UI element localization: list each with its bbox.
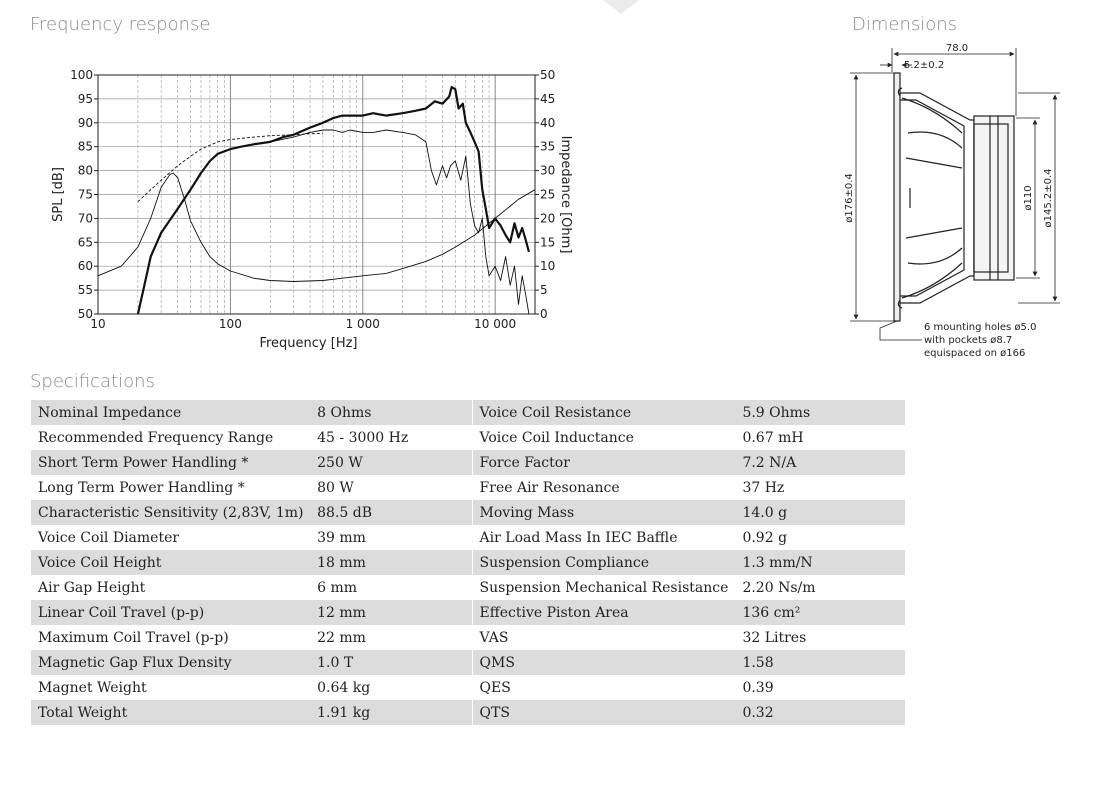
- spec-value-cell: 45 - 3000 Hz: [317, 429, 409, 446]
- spec-value-cell: 12 mm: [310, 600, 472, 625]
- spec-name-cell: Magnet Weight: [38, 679, 147, 696]
- x-axis-title: Frequency [Hz]: [259, 336, 358, 351]
- table-row: [31, 475, 905, 500]
- y2-tick-label: 35: [540, 139, 556, 154]
- dim-cutout-diameter-label: ø145.2±0.4: [1043, 168, 1054, 228]
- y2-tick-label: 25: [540, 187, 556, 202]
- y2-tick-label: 30: [540, 163, 556, 178]
- spec-name-cell: Short Term Power Handling *: [31, 450, 310, 475]
- dimension-labels: [844, 43, 1054, 359]
- table-row: [31, 550, 905, 575]
- spec-name-cell: QMS: [472, 650, 735, 675]
- frequency-response-chart: [40, 60, 600, 360]
- spec-value-cell: 5.9 Ohms: [735, 400, 905, 425]
- spec-value-cell: 39 mm: [317, 529, 366, 546]
- dim-depth-label: 78.0: [945, 43, 969, 54]
- spec-name-cell: Linear Coil Travel (p-p): [31, 600, 310, 625]
- y-tick-label: 60: [77, 259, 93, 274]
- y2-tick-label: 15: [540, 235, 556, 250]
- spec-value-cell: 88.5 dB: [310, 500, 472, 525]
- y2-axis-title: Impedance [Ohm]: [558, 135, 573, 254]
- spec-value-cell: 136 cm²: [735, 600, 905, 625]
- dim-note-line-2: with pockets ø8.7: [924, 335, 1013, 346]
- spec-value-cell: 8 Ohms: [310, 400, 472, 425]
- spec-name-cell: Maximum Coil Travel (p-p): [38, 629, 229, 646]
- table-row: [31, 700, 905, 725]
- spec-value-cell: 1.3 mm/N: [735, 550, 905, 575]
- table-row: [31, 525, 905, 550]
- y-tick-label: 90: [77, 115, 93, 130]
- spec-value-cell: 0.67 mH: [742, 429, 804, 446]
- y-tick-label: 75: [77, 187, 93, 202]
- spec-value-cell: 0.39: [742, 679, 774, 696]
- y2-tick-label: 45: [540, 91, 556, 106]
- spec-value-cell: 6 mm: [317, 579, 358, 596]
- spec-name-cell: Voice Coil Inductance: [472, 425, 735, 450]
- spec-value-cell: 0.92 g: [742, 529, 788, 546]
- spec-value-cell: 14.0 g: [735, 500, 905, 525]
- spec-name-cell: Air Gap Height: [38, 579, 146, 596]
- spec-name-cell: Force Factor: [472, 450, 735, 475]
- driver-cross-section: [894, 73, 1014, 321]
- x-tick-label: 1 000: [345, 317, 380, 331]
- specifications-table: [31, 400, 905, 725]
- spec-name-cell: Long Term Power Handling *: [38, 479, 245, 496]
- frequency-response-title: Frequency response: [30, 14, 211, 35]
- spec-value-cell: 1.0 T: [310, 650, 472, 675]
- y-tick-label: 80: [77, 163, 93, 178]
- spec-value-cell: 0.32: [735, 700, 905, 725]
- spec-name-cell: QTS: [472, 700, 735, 725]
- table-row: [31, 625, 905, 650]
- dimensions-title: Dimensions: [852, 14, 958, 35]
- y2-tick-label: 0: [540, 307, 548, 321]
- dim-flange-label: 5.2±0.2: [904, 60, 945, 71]
- y-tick-label: 50: [77, 307, 93, 321]
- y-tick-label: 55: [77, 283, 93, 298]
- spec-value-cell: 1.58: [735, 650, 905, 675]
- y2-tick-label: 20: [540, 211, 556, 226]
- spec-value-cell: 0.64 kg: [317, 679, 371, 696]
- spec-value-cell: 2.20 Ns/m: [742, 579, 816, 596]
- spec-name-cell: Characteristic Sensitivity (2,83V, 1m): [31, 500, 310, 525]
- y-tick-label: 100: [70, 68, 93, 82]
- y2-tick-label: 5: [540, 283, 548, 298]
- y-axis-title: SPL [dB]: [51, 167, 66, 222]
- y-tick-label: 85: [77, 139, 93, 154]
- table-row: [31, 650, 905, 675]
- y2-tick-label: 40: [540, 115, 556, 130]
- spec-name-cell: Voice Coil Diameter: [38, 529, 180, 546]
- spec-name-cell: Nominal Impedance: [31, 400, 310, 425]
- series-line-impedance: [98, 173, 535, 282]
- table-row: [31, 425, 905, 450]
- x-tick-label: 10 000: [474, 317, 517, 331]
- dimensions-drawing: [840, 38, 1105, 368]
- y-tick-label: 65: [77, 235, 93, 250]
- specifications-title: Specifications: [30, 371, 155, 392]
- spec-name-cell: Moving Mass: [472, 500, 735, 525]
- spec-value-cell: 18 mm: [310, 550, 472, 575]
- table-row: [31, 500, 905, 525]
- y2-tick-label: 10: [540, 259, 556, 274]
- y-tick-label: 70: [77, 211, 93, 226]
- dim-magnet-diameter-label: ø110: [1023, 185, 1034, 211]
- spec-name-cell: Free Air Resonance: [472, 475, 735, 500]
- spec-value-cell: 80 W: [317, 479, 354, 496]
- chart-svg: [40, 60, 600, 360]
- spec-value-cell: 7.2 N/A: [735, 450, 905, 475]
- spec-value-cell: 32 Litres: [742, 629, 807, 646]
- table-row: [31, 600, 905, 625]
- spec-name-cell: QES: [472, 675, 735, 700]
- y2-tick-label: 50: [540, 68, 556, 82]
- spec-name-cell: Air Load Mass In IEC Baffle: [472, 525, 735, 550]
- y-tick-label: 95: [77, 91, 93, 106]
- spec-value-cell: 22 mm: [317, 629, 366, 646]
- dim-note-line-3: equispaced on ø166: [924, 348, 1026, 359]
- spec-value-cell: 1.91 kg: [310, 700, 472, 725]
- spec-name-cell: Total Weight: [31, 700, 310, 725]
- x-tick-label: 10: [90, 317, 106, 331]
- spec-name-cell: Magnetic Gap Flux Density: [31, 650, 310, 675]
- dim-note-line-1: 6 mounting holes ø5.0: [924, 322, 1037, 333]
- spec-name-cell: Suspension Mechanical Resistance: [472, 575, 735, 600]
- x-tick-label: 100: [218, 317, 242, 331]
- spec-name-cell: Effective Piston Area: [472, 600, 735, 625]
- dim-outer-diameter-label: ø176±0.4: [844, 173, 855, 223]
- spec-name-cell: Suspension Compliance: [472, 550, 735, 575]
- spec-name-cell: Voice Coil Height: [31, 550, 310, 575]
- banner-tip-decoration: [603, 0, 639, 14]
- table-row: [31, 400, 905, 425]
- dimensions-svg: [840, 38, 1105, 368]
- table-row: [31, 675, 905, 700]
- table-row: [31, 575, 905, 600]
- spec-name-cell: VAS: [472, 625, 735, 650]
- spec-value-cell: 250 W: [310, 450, 472, 475]
- spec-name-cell: Voice Coil Resistance: [472, 400, 735, 425]
- spec-value-cell: 37 Hz: [742, 479, 785, 496]
- table-row: [31, 450, 905, 475]
- spec-name-cell: Recommended Frequency Range: [38, 429, 274, 446]
